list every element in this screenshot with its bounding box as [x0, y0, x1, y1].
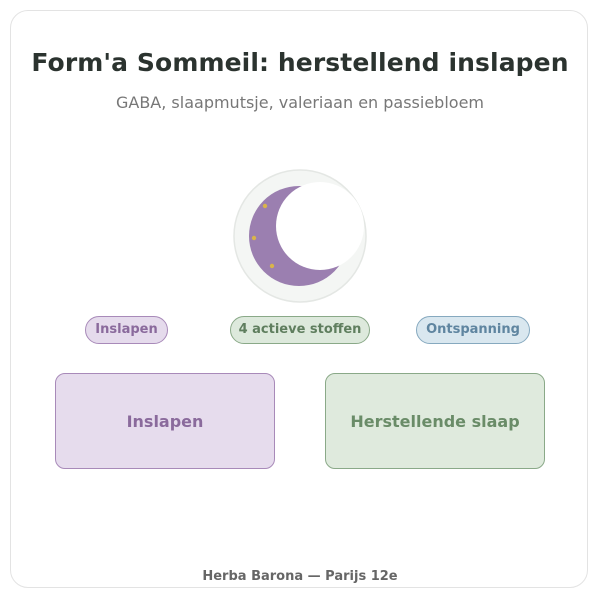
page-subtitle: GABA, slaapmutsje, valeriaan en passiebloem [115, 93, 484, 112]
star-icon [270, 264, 274, 268]
box-herstellende-slaap-label: Herstellende slaap [350, 411, 520, 431]
pill-actieve-stoffen: 4 actieve stoffen [230, 316, 370, 344]
box-inslapen [55, 373, 275, 469]
star-icon [252, 236, 256, 240]
box-inslapen-label: Inslapen [126, 411, 204, 431]
pill-inslapen: Inslapen [85, 316, 168, 344]
moon-shadow [276, 182, 364, 270]
footer-credit: Herba Barona — Parijs 12e [202, 569, 398, 584]
pill-ontspanning: Ontspanning [416, 316, 530, 344]
page-title: Form'a Sommeil: herstellend inslapen [31, 48, 569, 77]
crescent-moon-with-stars-icon [232, 168, 368, 304]
moon-illustration [232, 168, 368, 304]
box-herstellende-slaap [325, 373, 545, 469]
star-icon [263, 204, 267, 208]
